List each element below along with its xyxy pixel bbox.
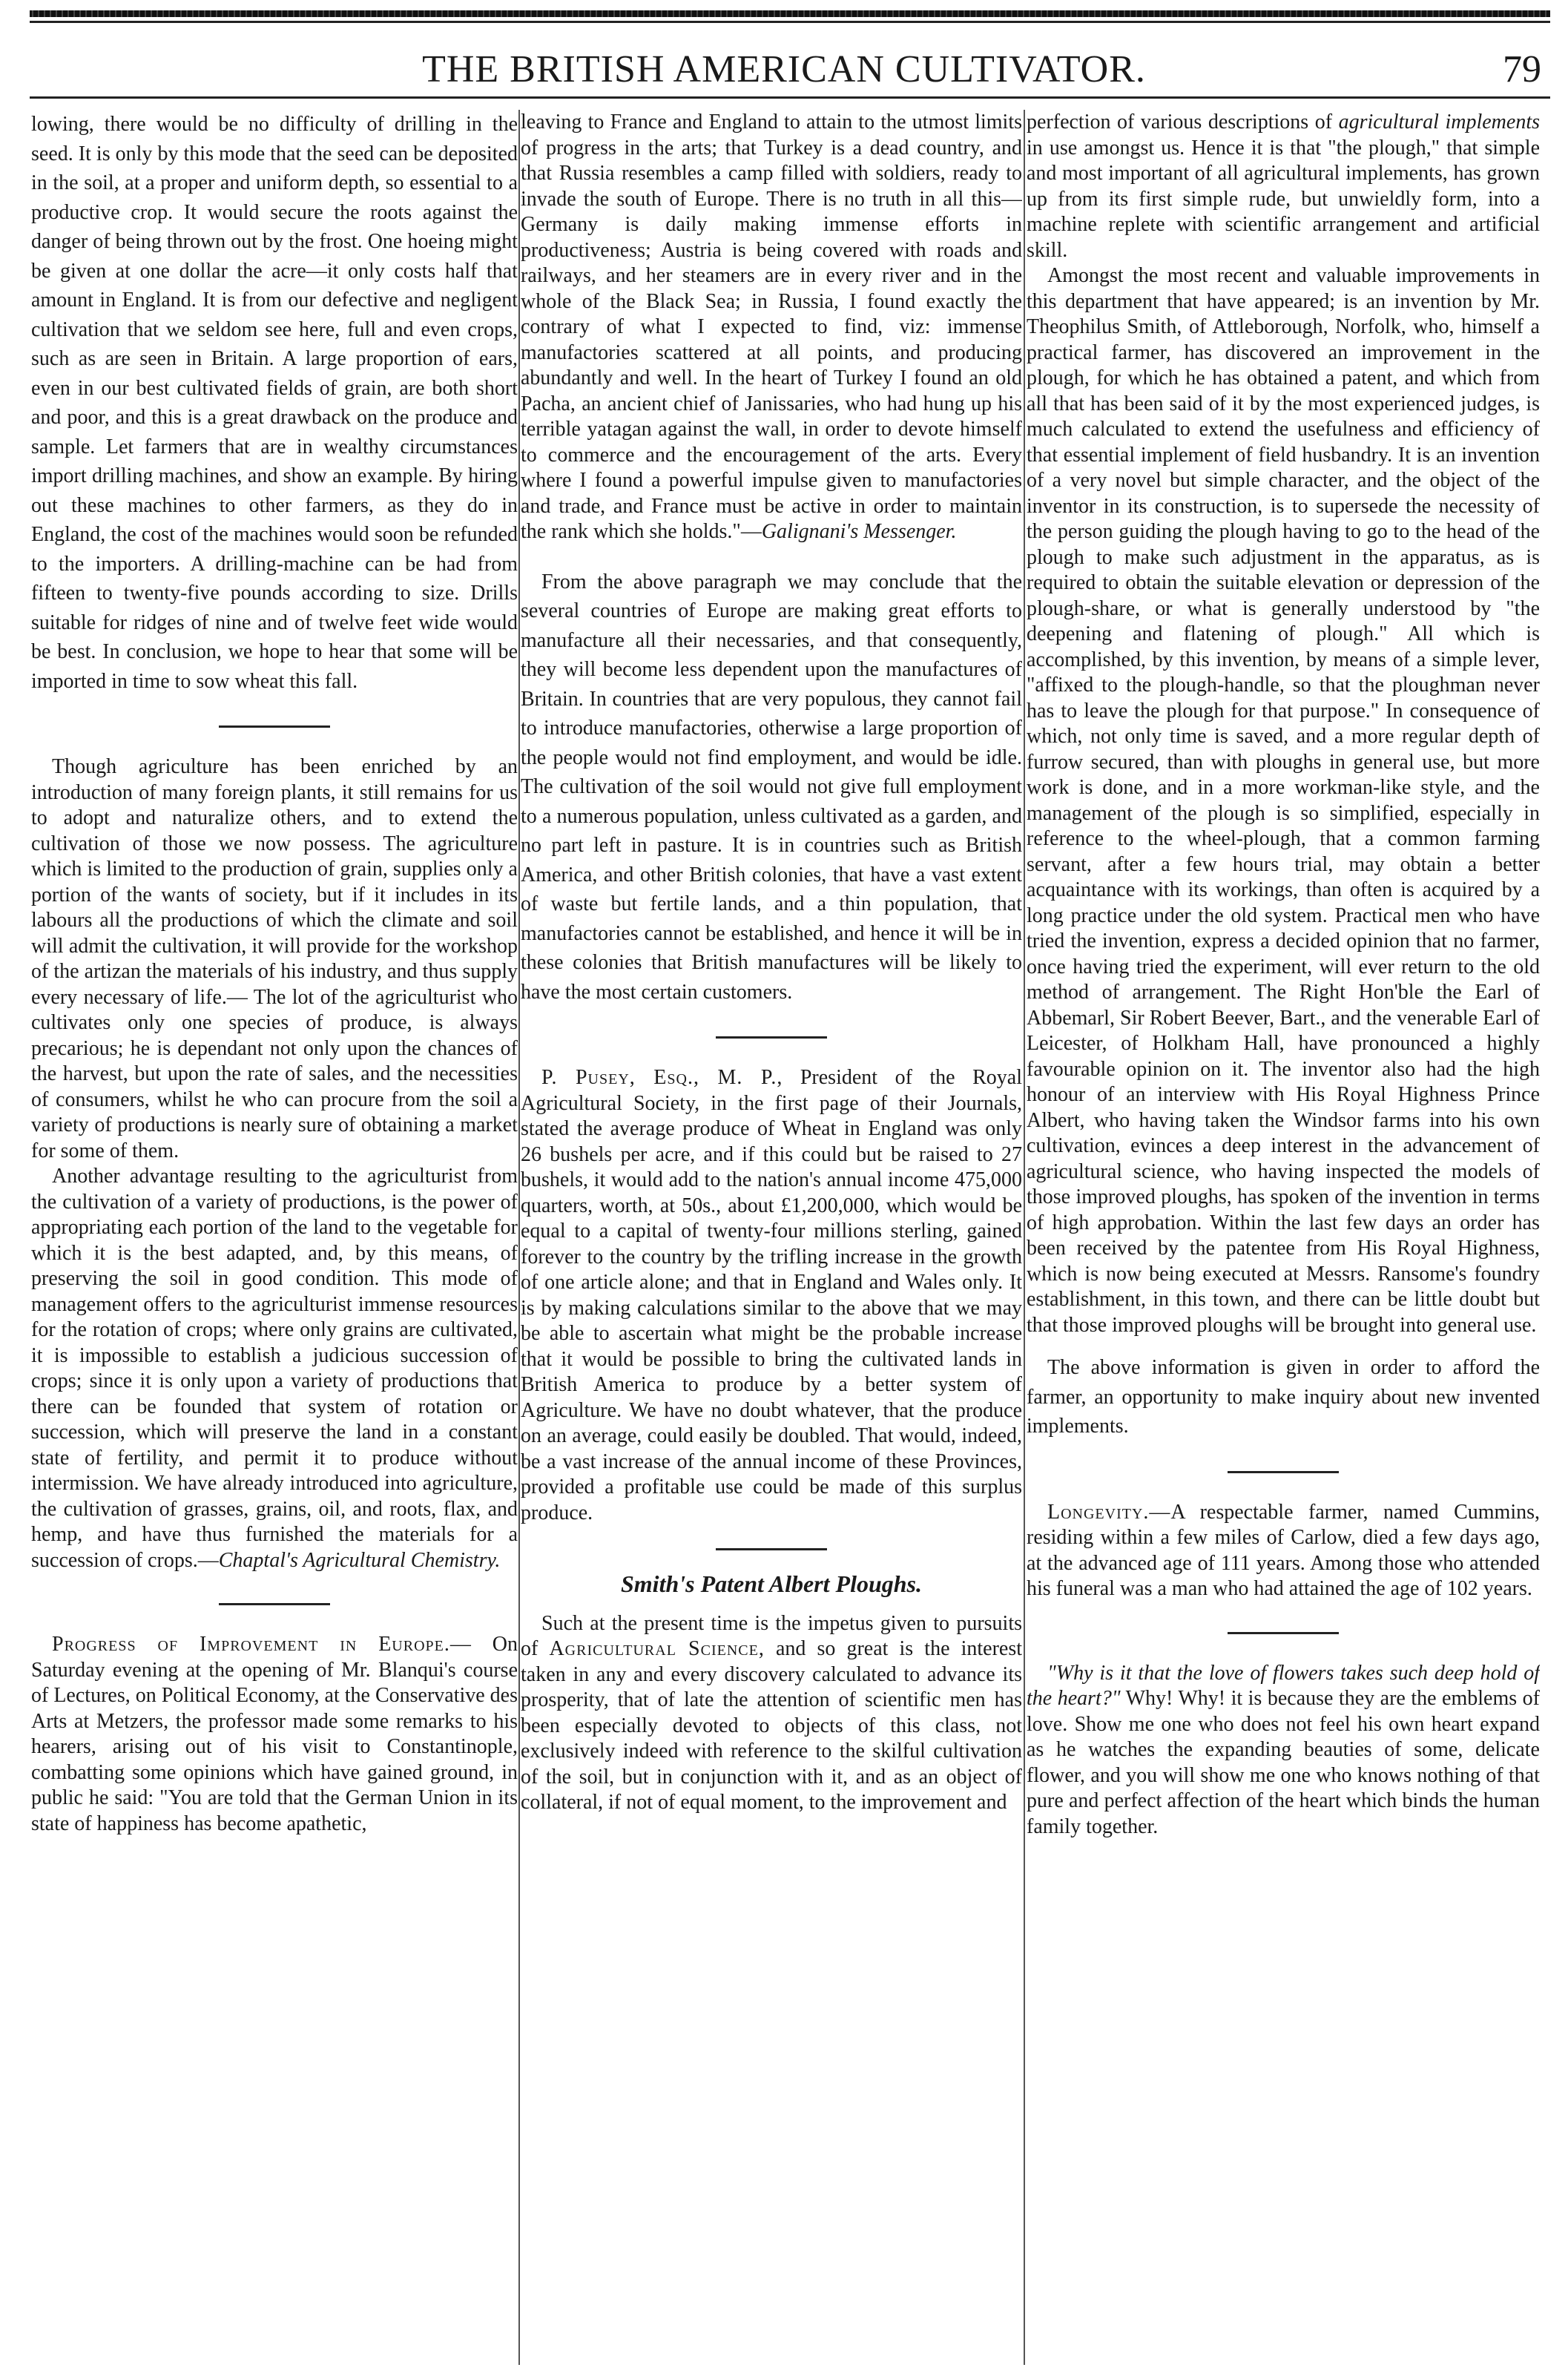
progress-article-text: On Saturday evening at the opening of Mr. Blanqui's course of Lectures, on Political Economy, at the Conservative des Arts at Metzers, the professor made some remarks to his hearers, arising out of his visit to Constantinople, combatting some opinions which have gained ground, in public he said: "You are told that the German Union in its state of happiness has become apathetic, bbox=[31, 1633, 518, 1835]
article-separator bbox=[1228, 1471, 1339, 1473]
paragraph-gap bbox=[521, 545, 1022, 567]
header-rule bbox=[30, 96, 1550, 99]
agriculture-article-text: Another advantage resulting to the agriculturist from the cultivation of a variety of productions, is the power of appropriating each portion of the land to the vegetable for which it is the best adapted, and, by this means, of preserving the soil in good condition. This mode of management offers to the agriculturist immense resources for the rotation of crops; where only grains are cultivated, it is impossible to establish a judicious succession of crops; since it is only upon a variety of productions that there can be founded that system of rotation or succession, which will preserve the land in a constant state of fertility, and permit it to produce without intermission. We have already introduced into agriculture, the cultivation of grasses, grains, oil, and roots, flax, and hemp, and have thus furnished the materials for a succession of crops.— bbox=[31, 1165, 518, 1572]
column-3 bbox=[1027, 110, 1540, 2361]
longevity-article bbox=[1027, 1500, 1540, 1602]
ploughs-intro-smallcaps: Agricultural Science, bbox=[549, 1637, 765, 1660]
ploughs-closing-paragraph: The above information is given in order to afford the farmer, an opportunity to make inquiry about new invented implements. bbox=[1027, 1356, 1540, 1438]
agriculture-article-para-2 bbox=[31, 1164, 518, 1573]
article-separator bbox=[219, 725, 330, 728]
column-divider-1 bbox=[518, 110, 520, 2365]
ploughs-continued-text: in use amongst us. Hence it is that "the plough," that simple and most important of all agricultural implements, has grown up from its first simple rude, but unwieldly form, into a machine replete with scientific arrangement and artificial skill. bbox=[1027, 136, 1540, 262]
europe-conclusion-article: From the above paragraph we may conclude that the several countries of Europe are making great efforts to manufacture all their necessaries, and that consequently, they will become less dependent upon the manufactures of Britain. In countries that are very populous, they cannot fail to introduce manufactories, otherwise a large proportion of the people would not find employment, and would be idle. The cultivation of the soil would not give full employment to a numerous population, unless cultivated as a garden, and no part left in pasture. It is in countries such as British America, and other British colonies, that have a vast extent of waste but fertile lands, and a thin population, that manufactories cannot be established, and hence it will be in these colonies that British manufactures will be likely to have the most certain customers. bbox=[521, 570, 1022, 1004]
paragraph-gap bbox=[1027, 1338, 1540, 1353]
progress-article-continued bbox=[521, 110, 1022, 545]
flowers-text: Why! Why! it is because they are the emblems of love. Show me one who does not feel his own heart expand as he watches the expanding beauties of some, delicate flower, and you will show me one who knows nothing of that pure and perfect affection of the heart which binds the human family together. bbox=[1027, 1687, 1540, 1838]
ploughs-article-intro bbox=[521, 1611, 1022, 1816]
ploughs-intro-lead: Such at the present time is the impetus given to pursuits of bbox=[521, 1611, 1022, 1660]
page-number: 79 bbox=[1503, 48, 1541, 91]
pusey-article-heading: P. Pusey, Esq., M. P., bbox=[541, 1066, 783, 1089]
progress-article-source: Galignani's Messenger. bbox=[761, 520, 957, 543]
flowers-question: "Why is it that the love of flowers takes such deep hold of the heart?" bbox=[1027, 1661, 1540, 1710]
ploughs-intro-text: and so great is the interest taken in any and every discovery calculated to advance its prosperity, that of late the attention of scientific men has been especially devoted to objects of this class, not exclusively indeed with reference to the skilful cultivation of the soil, but in conjunction with it, and as an object of collateral, if not of equal moment, to the improvement and bbox=[521, 1637, 1022, 1814]
article-separator bbox=[219, 1603, 330, 1605]
ploughs-invention-paragraph: Amongst the most recent and valuable improvements in this department that have appeared; is an invention by Mr. Theophilus Smith, of Attleborough, Norfolk, who, himself a practical farmer, has discovered an improvement in the plough, for which he has obtained a patent, and which from all that has been said of it by the most experienced judges, is much calculated to extend the usefulness and efficiency of that essential implement of field husbandry. It is an invention of a very novel but simple character, and the object of the inventor in its construction, is to supersede the necessity of the person guiding the plough having to go to the head of the plough to make such adjustment in the apparatus, as is required to obtain the suitable elevation or depression of the plough-share, or what is generally understood by "the deepening and flatening of plough." All which is accomplished, by this invention, by means of a simple lever, "affixed to the plough-handle, so that the ploughman never has to leave the plough for that purpose." In consequence of which, not only time is saved, and a more regular depth of furrow secured, than with ploughs in general use, but more work is done, and in a more workman-like style, and the management of the plough is so simplified, especially in reference to the wheel-plough, that a common farming servant, after a few hours trial, may obtain a better acquaintance with its workings, than often is acquired by a long practice under the old system. Practical men who have tried the invention, express a decided opinion that no farmer, once having tried the experiment, will ever return to the old method of arrangement. The Right Hon'ble the Earl of Abbemarl, Sir Robert Beever, Bart., and the venerable Earl of Leicester, of Holkham Hall, have pronounced a highly favourable opinion on it. The inventor also had the high honour of an interview with His Royal Highness Prince Albert, who having taken the Windsor farms into his own cultivation, evinces a deep interest in the advancement of agricultural science, who having inspected the models of those improved ploughs, has spoken of the invention in terms of high approbation. Within the last few days an order has been received by the patentee from His Royal Highness, which is now being executed at Messrs. Ransome's foundry establishment, in this town, and there can be little doubt but that those improved ploughs will be brought into general use. bbox=[1027, 264, 1540, 1337]
ploughs-continued-lead: perfection of various descriptions of bbox=[1027, 111, 1333, 134]
top-border-rule bbox=[30, 21, 1550, 23]
ploughs-continued-italic: agricultural implements bbox=[1338, 111, 1540, 134]
ploughs-article-continued bbox=[1027, 110, 1540, 263]
column-1 bbox=[31, 110, 518, 2361]
longevity-text: A respectable farmer, named Cummins, residing within a few miles of Carlow, died a few days ago, at the advanced age of 111 years. Among those who attended his funeral was a man who had attained the age of 102 years. bbox=[1027, 1500, 1540, 1600]
pusey-article bbox=[521, 1065, 1022, 1526]
progress-article-heading: Progress of Improvement in Europe.— bbox=[52, 1633, 472, 1656]
section-heading-albert-ploughs: Smith's Patent Albert Ploughs. bbox=[620, 1570, 922, 1597]
progress-article bbox=[31, 1632, 518, 1837]
article-separator bbox=[1228, 1632, 1339, 1634]
column-divider-2 bbox=[1024, 110, 1025, 2365]
column-2 bbox=[521, 110, 1022, 2361]
newspaper-title: THE BRITISH AMERICAN CULTIVATOR. bbox=[422, 48, 1146, 91]
pusey-article-text: President of the Royal Agricultural Society, in the first page of their Journals, stated the average produce of Wheat in England was only 26 bushels per acre, and if this could but be raised to 27 bushels, it would add to the nation's annual income 475,000 quarters, worth, at 50s., about £1,200,000, which would be equal to a capital of twenty-four millions sterling, gained forever to the country by the trifling increase in the growth of one article alone; and that in England and Wales only. It is by making calculations similar to the above that we may be able to ascertain what might be the probable increase that it would be possible to bring the cultivated lands in British America to produce by a better system of Agriculture. We have no doubt whatever, that the produce on an average, could easily be doubled. That would, indeed, be a vast increase of the annual income of these Provinces, provided a profitable use could be made of this surplus produce. bbox=[521, 1066, 1022, 1524]
progress-continued-text: leaving to France and England to attain to the utmost limits of progress in the arts; that Turkey is a dead country, and that Russia resembles a camp filled with soldiers, ready to invade the south of Europe. There is no truth in all this—Germany is daily making immense efforts in productiveness; Austria is being covered with roads and railways, and her steamers are in every river and in the whole of the Black Sea; in Russia, I found exactly the contrary of what I expected to find, viz: immense manufactories scattered at all points, and producing abundantly and well. In the heart of Turkey I found an old Pacha, an ancient chief of Janissaries, who had hung up his terrible yatagan against the wall, in order to devote himself to commerce and the encouragement of the arts. Every where I found a powerful impulse given to manufactories and trade, and France must be active in order to maintain the rank which she holds."— bbox=[521, 111, 1022, 543]
agriculture-article-para-1: Though agriculture has been enriched by an introduction of many foreign plants, it still remains for us to adopt and naturalize others, and to extend the cultivation of those we now possess. The agriculture which is limited to the production of grain, supplies only a portion of the wants of society, but if it includes in its labours all the productions of which the climate and soil will admit the cultivation, it will provide for the workshop of the artizan the materials of his industry, and thus supply every necessary of life.— The lot of the agriculturist who cultivates only one species of produce, is always precarious; he is dependant not only upon the chances of the harvest, but upon the rate of sales, and the necessities of consumers, whilst he who can procure from the soil a variety of productions is nearly sure of obtaining a market for some of them. bbox=[31, 755, 518, 1162]
article-separator bbox=[716, 1548, 827, 1550]
flowers-article bbox=[1027, 1661, 1540, 1840]
agriculture-article-source: Chaptal's Agricultural Chemistry. bbox=[218, 1548, 501, 1572]
masthead bbox=[0, 30, 1568, 104]
article-separator bbox=[716, 1036, 827, 1039]
top-border-ornament bbox=[30, 10, 1550, 17]
longevity-heading: Longevity.— bbox=[1047, 1500, 1171, 1524]
drilling-article-text: lowing, there would be no difficulty of drilling in the seed. It is only by this mode that the seed can be deposited in the soil, at a proper and uniform depth, so essential to a productive crop. It would secure the roots against the danger of being thrown out by the frost. One hoeing might be given at one dollar the acre—it only costs half that amount in England. It is from our defective and negligent cultivation that we seldom see here, full and even crops, such as are seen in Britain. A large proportion of ears, even in our best cultivated fields of grain, are both short and poor, and this is a great drawback on the produce and sample. Let farmers that are in wealthy circumstances import drilling machines, and show an example. By hiring out these machines to other farmers, as they do in England, the cost of the machines would soon be refunded to the importers. A drilling-machine can be had from fifteen to twenty-five pounds according to size. Drills suitable for ridges of nine and of twelve feet wide would be best. In conclusion, we hope to hear that some will be imported in time to sow wheat this fall. bbox=[31, 113, 518, 693]
